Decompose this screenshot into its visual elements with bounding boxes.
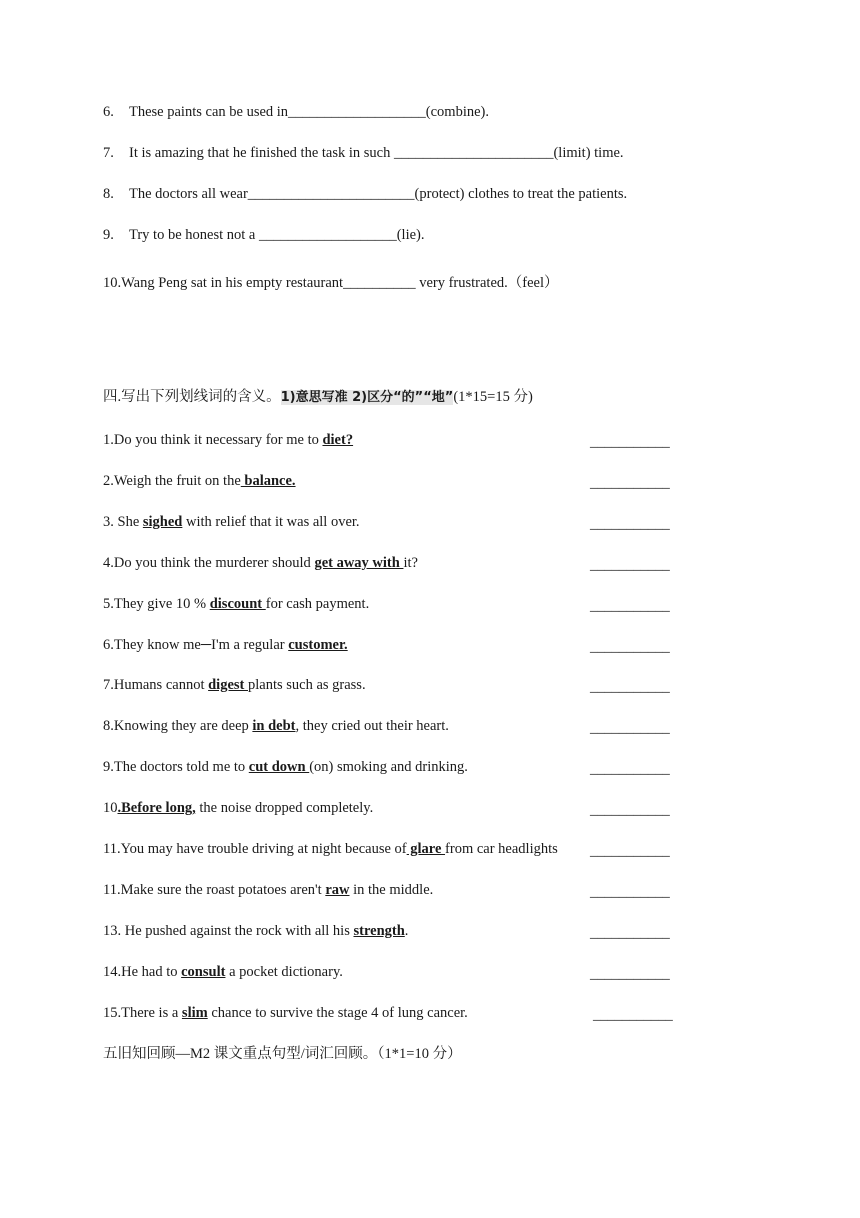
answer-blank[interactable]: ___________ [590,556,670,573]
answer-blank[interactable]: ___________ [590,638,670,655]
underlined-word: in debt [252,718,296,735]
answer-blank[interactable]: ___________ [590,720,670,737]
answer-blank[interactable]: ______________________ [393,145,554,161]
underlined-word: customer. [288,636,348,653]
underlined-word: discount [209,595,266,612]
answer-blank[interactable]: ___________ [590,924,670,941]
section-4-heading: 四.写出下列划线词的含义。1)意思写准 2)区分“的”“地”(1*15=15 分) [103,389,533,405]
underlined-word: .Before long, [117,800,196,817]
answer-blank[interactable]: ___________ [590,679,670,696]
answer-blank[interactable]: ___________ [590,883,670,900]
answer-blank[interactable]: ___________ [590,843,670,859]
underlined-word: raw [325,881,350,898]
underlined-word: get away with [314,554,404,571]
underlined-word: strength [353,922,405,939]
vocab-item: 5.They give 10 % discount for cash payment. [103,595,370,612]
vocab-item: 10.Before long, the noise dropped completely. [103,800,374,817]
underlined-word: cut down [248,759,310,776]
vocab-item: 11.Make sure the roast potatoes aren't raw in the middle. [103,881,434,898]
vocab-item: 11.You may have trouble driving at night because of glare from car headlights [103,841,558,857]
vocab-item: 2.Weigh the fruit on the balance. [103,472,296,489]
answer-blank[interactable]: ___________ [590,515,670,532]
answer-blank[interactable]: ___________ [590,802,670,819]
answer-blank[interactable]: ___________________ [288,104,426,120]
answer-blank[interactable]: ___________ [593,1006,673,1023]
fill-item-10: 10.Wang Peng sat in his empty restaurant__________ very frustrated.（feel） [103,275,559,291]
underlined-word: slim [181,1004,208,1021]
answer-blank[interactable]: ___________ [590,965,670,982]
vocab-item: 9.The doctors told me to cut down (on) smoking and drinking. [103,759,468,776]
answer-blank[interactable]: ___________ [590,761,670,778]
fill-item-7: 7. It is amazing that he finished the task in such ______________________(limit) time. [103,145,624,161]
answer-blank[interactable]: ___________ [590,597,670,614]
fill-item-9: 9. Try to be honest not a ___________________(lie). [103,227,425,243]
underlined-word: diet? [322,432,354,448]
answer-blank[interactable]: ___________ [590,474,670,491]
answer-blank[interactable]: _______________________ [247,186,415,202]
vocab-item: 1.Do you think it necessary for me to diet? [103,432,354,448]
vocab-item: 13. He pushed against the rock with all his strength. [103,922,409,939]
fill-item-6: 6. These paints can be used in___________________(combine). [103,104,490,120]
vocab-item: 3. She sighed with relief that it was all over. [103,513,360,530]
vocab-item: 4.Do you think the murderer should get away with it? [103,554,418,571]
underlined-word: consult [181,963,226,980]
underlined-word: sighed [142,513,183,530]
underlined-word: glare [406,841,446,857]
fill-item-8: 8. The doctors all wear_______________________(protect) clothes to treat the patients. [103,186,628,202]
answer-blank[interactable]: ___________ [590,434,670,450]
underlined-word: balance. [240,472,296,489]
vocab-item: 6.They know me─I'm a regular customer. [103,636,348,653]
answer-blank[interactable]: ___________________ [258,227,397,243]
answer-blank[interactable]: __________ [343,275,416,291]
vocab-item: 7.Humans cannot digest plants such as grass. [103,677,366,694]
vocab-item: 14.He had to consult a pocket dictionary. [103,963,343,980]
vocab-item: 8.Knowing they are deep in debt, they cried out their heart. [103,718,449,735]
vocab-item: 15.There is a slim chance to survive the stage 4 of lung cancer. [103,1004,468,1021]
underlined-word: digest [208,677,248,694]
section-5-heading: 五旧知回顾—M2 课文重点句型/词汇回顾。（1*1=10 分） [103,1046,462,1062]
